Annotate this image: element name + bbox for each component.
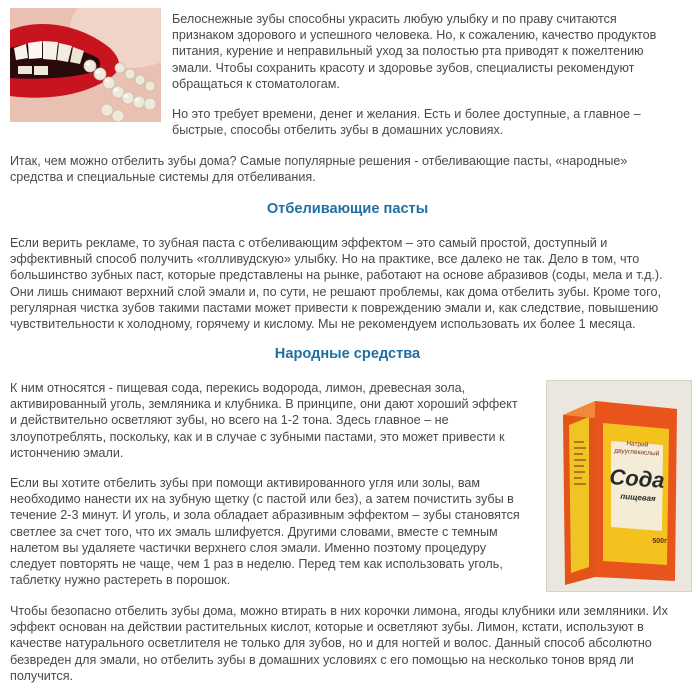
folk-line: К ним относятся - пищевая сода, перекись водорода, лимон, древесная зола,	[10, 381, 466, 395]
folk-line: необходимо нанести их на зубную щетку (с пастой или без), а затем почистить зубы в	[10, 492, 514, 507]
soda-box-weight: 500г	[652, 538, 667, 545]
pastes-paragraph	[10, 235, 692, 332]
folk-line: таблетку нужно растереть в порошок.	[10, 573, 231, 588]
soda-box-top-text: Натрий двууглекислый	[614, 440, 660, 458]
intro-line: обращаться к стоматологам.	[172, 76, 340, 91]
intro-line: питания, курение и неправильный уход за полостью рта приводят к пожелтению	[172, 44, 644, 59]
soda-box-brand: Сода	[608, 464, 666, 493]
intro-line: признаком здорового и успешного человека. Но, к сожалению, качество продуктов	[172, 28, 657, 43]
pastes-line: чувствительности к холодному, горячему и кислому. Мы не рекомендуем использовать их более 1 месяца.	[10, 317, 636, 332]
folk-line: злоупотреблять, поскольку, как и в случае с зубными пастами, это может привести к	[10, 429, 505, 444]
intro-line: Белоснежные зубы способны украсить любую улыбку и по праву считаются	[172, 12, 617, 26]
folk-line: безвреден для эмали, но отбелить зубы в домашних условиях с его помощью на несколько тонов вряд ли	[10, 652, 634, 667]
intro-line: Но это требует времени, денег и желания. Есть и более доступные, а главное –	[172, 107, 641, 121]
folk-paragraph-3	[10, 603, 692, 684]
folk-line: течение 2-3 минут. И уголь, и зола обладает абразивным эффектом – зубы становятся	[10, 508, 520, 523]
pastes-line: большинство зубных паст, которые представлены на рынке, работают на основе абразивов (соды, мела и т.д.).	[10, 268, 663, 283]
intro-paragraph	[172, 11, 692, 92]
teeth-pearls-photo	[10, 8, 161, 122]
folk-line: и действительно осветляют зубы, но всего на 1-2 тона. Здесь главное – не	[10, 413, 449, 428]
folk-line: Если вы хотите отбелить зубы при помощи активированного угля или золы, вам	[10, 476, 481, 490]
pastes-line: Они лишь снимают верхний слой эмали и, по сути, не решают проблемы, как дома отбелить зубы. Кроме того,	[10, 284, 662, 299]
folk-line: истончению эмали.	[10, 445, 124, 460]
intro-paragraph-2	[172, 106, 692, 138]
lead-line: Итак, чем можно отбелить зубы дома? Самые популярные решения - отбеливающие пасты, «народные»	[10, 154, 628, 168]
lead-line: средства и специальные системы для отбеливания.	[10, 170, 316, 185]
folk-line: получится.	[10, 668, 74, 683]
folk-line: качестве натурального осветлителя не только для зубов, но и для ногтей и волос. Данный способ абсолютно	[10, 636, 652, 651]
intro-line: быстрые, способы отбелить зубы в домашних условиях.	[172, 123, 504, 138]
pastes-line: регулярная чистка зубов такими пастами может привести к повреждению эмали и, как следствие, повышению	[10, 300, 659, 315]
pastes-line: Если верить рекламе, то зубная паста с отбеливающим эффектом – это самый простой, доступный и	[10, 236, 608, 250]
lead-paragraph	[10, 153, 692, 185]
folk-line: налетом вы удаляете частички верхнего слоя эмали. Именно поэтому процедуру	[10, 540, 486, 555]
folk-paragraph-2	[10, 475, 540, 588]
baking-soda-box-photo	[546, 380, 692, 592]
folk-line: светлее за счет того, что их эмаль шлифуется. Другими словами, вместе с темным	[10, 524, 498, 539]
intro-line: эмали. Чтобы сохранить красоту и здоровье зубов, специалисты рекомендуют	[172, 60, 635, 75]
folk-line: следует повторять не чаще, чем 1 раз в неделю. Перед тем как использовать уголь,	[10, 557, 503, 572]
soda-box-subtitle: пищевая	[620, 491, 656, 504]
pastes-line: эффективный способ получить «голливудскую» улыбку. Но на практике, все далеко не так. Дело в том, что	[10, 252, 640, 267]
folk-line: Чтобы безопасно отбелить зубы дома, можно втирать в них корочки лимона, ягоды клубники или земляники. Их	[10, 604, 668, 618]
section-heading-pastes: Отбеливающие пасты	[266, 201, 429, 217]
section-heading-folk-remedies: Народные средства	[274, 346, 421, 362]
folk-line: эффект основан на действии растительных кислот, которые и осветляют зубы. Лимон, кстати, используют в	[10, 620, 644, 635]
folk-paragraph-1	[10, 380, 540, 461]
folk-line: активированный уголь, земляника и клубника. В принципе, они дают хороший эффект	[10, 397, 518, 412]
